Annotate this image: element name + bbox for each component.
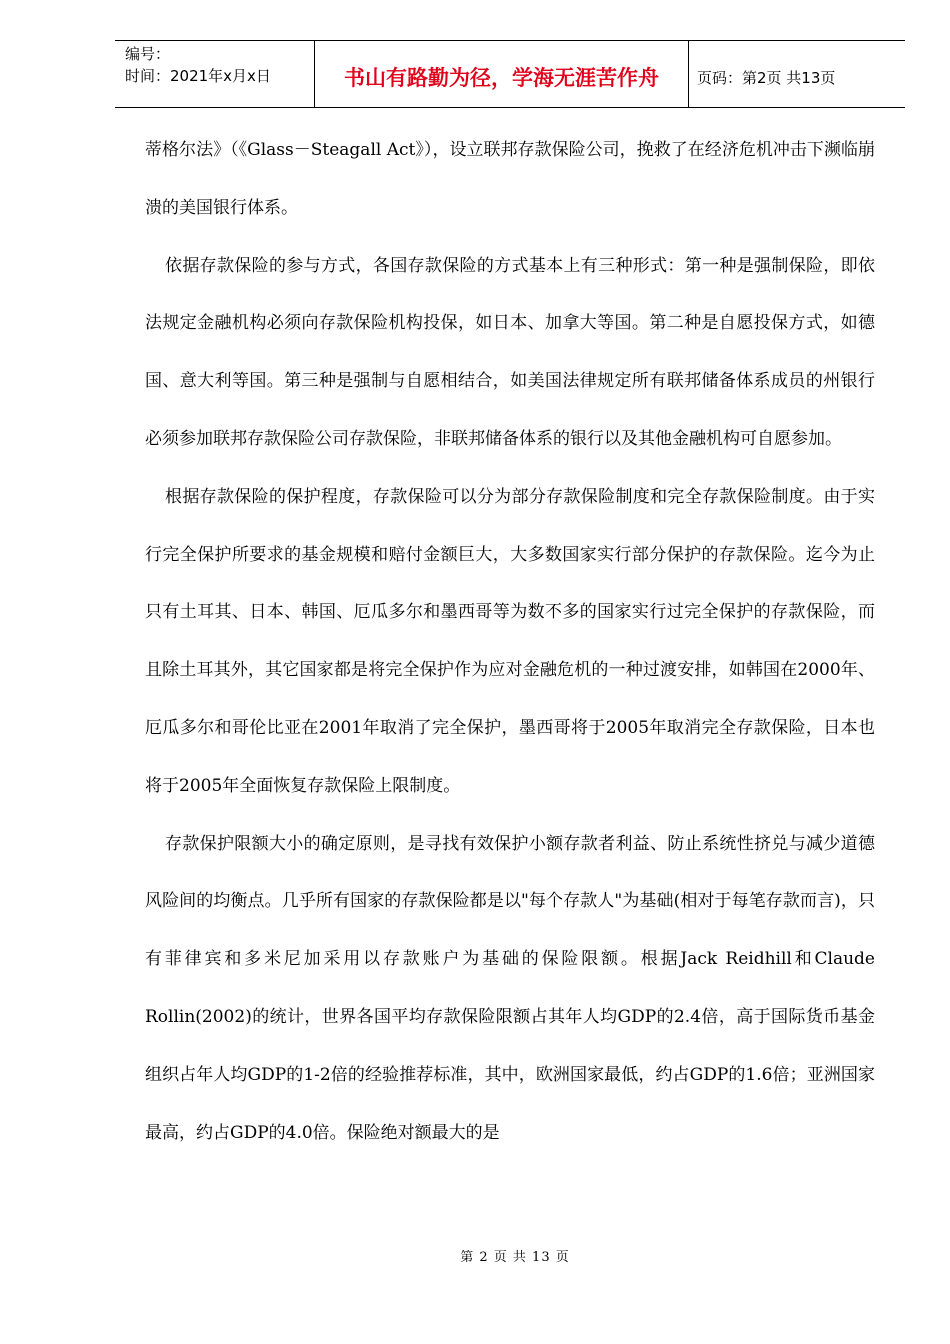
header-motto: 书山有路勤为径，学海无涯苦作舟: [315, 41, 689, 107]
paragraph: 依据存款保险的参与方式，各国存款保险的方式基本上有三种形式：第一种是强制保险，即依法规定金融机构必须向存款保险机构投保，如日本、加拿大等国。第二种是自愿投保方式，如德国、意大利等国。第三种是强制与自愿相结合，如美国法律规定所有联邦储备体系成员的州银行必须参加联邦存款保险公司存款保险，非联邦储备体系的银行以及其他金融机构可自愿参加。: [145, 255, 875, 449]
document-body: [145, 122, 875, 1162]
header-meta: [115, 41, 315, 107]
paragraph: 根据存款保险的保护程度，存款保险可以分为部分存款保险制度和完全存款保险制度。由于实行完全保护所要求的基金规模和赔付金额巨大，大多数国家实行部分保护的存款保险。迄今为止只有土耳其、日本、韩国、厄瓜多尔和墨西哥等为数不多的国家实行过完全保护的存款保险，而且除土耳其外，其它国家都是将完全保护作为应对金融危机的一种过渡安排，如韩国在2000年、厄瓜多尔和哥伦比亚在2001年取消了完全保护，墨西哥将于2005年取消完全存款保险，日本也将于2005年全面恢复存款保险上限制度。: [145, 486, 875, 796]
header-page-info: 页码：第2页 共13页: [697, 68, 836, 87]
page-header: [115, 40, 905, 108]
document-time-label: 时间：2021年x月x日: [125, 67, 271, 85]
document-number-label: 编号：: [125, 45, 171, 63]
paragraph: 存款保护限额大小的确定原则，是寻找有效保护小额存款者利益、防止系统性挤兑与减少道德风险间的均衡点。几乎所有国家的存款保险都是以"每个存款人"为基础(相对于每笔存款而言)，只有菲律宾和多米尼加采用以存款账户为基础的保险限额。根据Jack Reidhill和Claude Rollin(2002)的统计，世界各国平均存款保险限额占其年人均GDP的2.4倍，高于国际货币基金组织占年人均GDP的1-2倍的经验推荐标准，其中，欧洲国家最低，约占GDP的1.6倍；亚洲国家最高，约占GDP的4.0倍。保险绝对额最大的是: [145, 833, 875, 1143]
paragraph: 蒂格尔法》（《Glass－Steagall Act》），设立联邦存款保险公司，挽救了在经济危机冲击下濒临崩溃的美国银行体系。: [145, 140, 875, 218]
page-footer: 第 2 页 共 13 页: [460, 1250, 570, 1265]
